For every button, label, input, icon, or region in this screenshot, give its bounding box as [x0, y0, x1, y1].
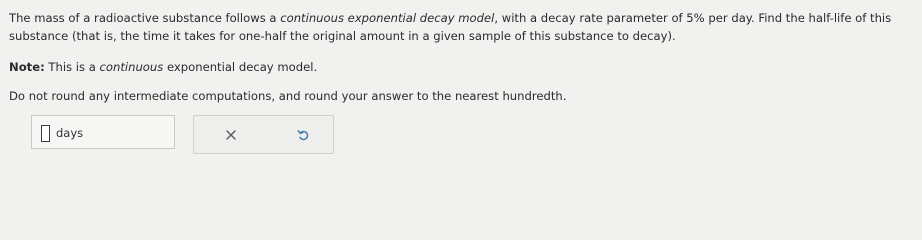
- clear-button[interactable]: [218, 124, 244, 146]
- action-panel: [193, 115, 334, 154]
- note-emphasis: continuous: [99, 60, 164, 74]
- note-text-part1: This is a: [44, 60, 100, 74]
- undo-button[interactable]: [290, 124, 316, 146]
- instruction-text: Do not round any intermediate computations, and round your answer to the nearest hundredth.: [9, 89, 567, 103]
- note-text: [9, 58, 914, 76]
- answer-input[interactable]: [41, 125, 50, 142]
- note-label: Note:: [9, 60, 45, 74]
- unit-label: days: [56, 126, 84, 140]
- problem-text: [9, 9, 914, 45]
- problem-text-part1: The mass of a radioactive substance follows a: [9, 11, 281, 25]
- problem-statement: [9, 9, 914, 105]
- answer-box: [31, 115, 175, 149]
- problem-text-part2: , with a decay rate parameter of 5% per day. Find the half-life of this substance (that is, the time it takes for one-half the original amount in a given sample of this substance to decay).: [9, 11, 892, 43]
- undo-icon: [297, 129, 309, 141]
- note-text-part2: exponential decay model.: [163, 60, 318, 74]
- x-icon: [226, 130, 236, 140]
- problem-emphasis: continuous exponential decay model: [280, 11, 495, 25]
